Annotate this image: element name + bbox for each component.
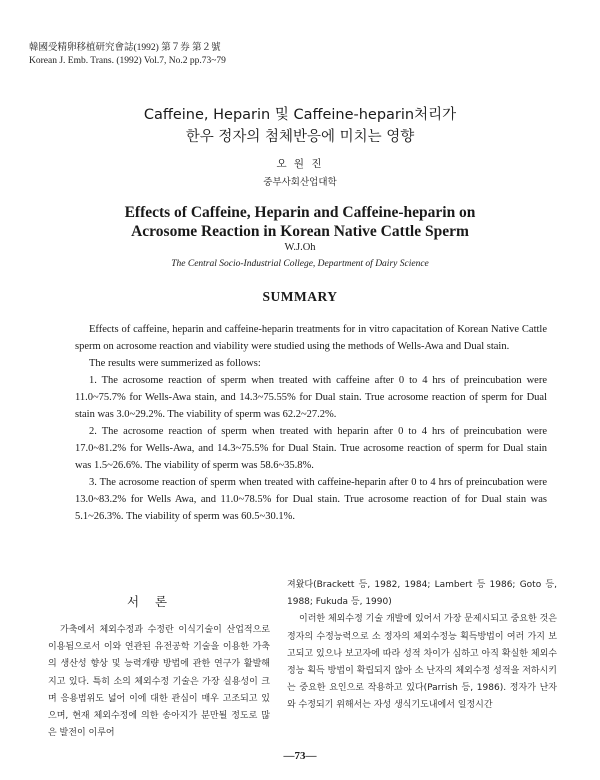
introduction-right-column xyxy=(287,577,557,715)
summary-results-lead: The results were summerized as follows: xyxy=(89,358,261,369)
intro-right-paragraph-1: 져왔다(Brackett 등, 1982, 1984; Lambert 등 1986; Goto 등, 1988; Fukuda 등, 1990) xyxy=(287,580,557,608)
introduction-heading: 서 론 xyxy=(126,594,174,609)
summary-item-1: 1. The acrosome reaction of sperm when treated with caffeine after 0 to 4 hrs of preincubation were 11.0~75.7% for Wells-Awa stain, and 14.3~75.55% for Dual stain. True acrosome reaction of sperm for Dual stain was 3.0~29.2%. The viability of sperm was 62.2~27.2%. xyxy=(75,375,547,420)
intro-left-paragraph: 가축에서 체외수정과 수정란 이식기술이 산업적으로 이용됨으로서 이와 연관된 유전공학 기술을 이용한 가축의 생산성 향상 및 능력개량 방법에 관한 연구가 활발해지고 있다. 특히 소의 체외수정 기술은 가장 실용성이 크며 응용범위도 넓어 이에 대한 관심이 매우 고조되고 있으며, 현재 체외수정에 의한 송아지가 분만될 정도로 많은 발전이 이루어 xyxy=(48,625,270,739)
summary-body xyxy=(75,321,547,525)
journal-header-korean: 韓國受精卵移植研究會誌(1992) 第７券 第２號 xyxy=(29,43,221,53)
korean-title-line1: Caffeine, Heparin 및 Caffeine-heparin처리가 xyxy=(143,107,457,123)
english-author: W.J.Oh xyxy=(284,242,316,253)
english-title-line2: Acrosome Reaction in Korean Native Cattle Sperm xyxy=(131,223,469,240)
english-title-line1: Effects of Caffeine, Heparin and Caffeine-heparin on xyxy=(124,204,476,221)
summary-intro: Effects of caffeine, heparin and caffeine-heparin treatments for in vitro capacitation of Korean Native Cattle sperm on acrosome reaction and viability were studied using the methods of Wells-Awa and Dual stain. xyxy=(75,324,547,352)
introduction-left-column xyxy=(48,622,270,742)
journal-header-english: Korean J. Emb. Trans. (1992) Vol.7, No.2 pp.73~79 xyxy=(29,56,226,66)
summary-item-2: 2. The acrosome reaction of sperm when treated with heparin after 0 to 4 hrs of preincubation were 17.0~81.2% for Wells-Awa, and 14.3~75.5% for Dual Stain. True acrosome reaction of sperm for Dual stain was 1.5~26.6%. The viability of sperm was 58.6~35.8%. xyxy=(75,426,547,471)
intro-right-paragraph-2: 이러한 체외수정 기술 개발에 있어서 가장 문제시되고 중요한 것은 정자의 수정능력으로 소 정자의 체외수정능 획득방법이 여러 가지 보고되고 있으나 보고자에 따라 성적 차이가 심하고 아직 확실한 체외수정능 획득 방법이 확립되지 않아 소 난자의 체외수정 성적을 저하시키는 중요한 요인으로 작용하고 있다(Parrish 등, 1986). 정자가 난자와 수정되기 위해서는 자성 생식기도내에서 일정시간 xyxy=(287,614,557,711)
summary-heading: SUMMARY xyxy=(262,289,338,304)
korean-author: 오 원 진 xyxy=(276,158,324,170)
summary-item-3: 3. The acrosome reaction of sperm when treated with caffeine-heparin after 0 to 4 hrs of preincubation were 13.0~83.2% for Wells Awa, and 11.0~78.5% for Dual stain. True acrosome reaction of for Dual stain was 5.1~26.3%. The viability of sperm was 60.5~30.1%. xyxy=(75,477,547,522)
page-number: —73— xyxy=(283,750,317,762)
english-affiliation: The Central Socio-Industrial College, Department of Dairy Science xyxy=(171,259,429,269)
korean-affiliation: 중부사회산업대학 xyxy=(263,177,337,188)
korean-title-line2: 한우 정자의 첨체반응에 미치는 영향 xyxy=(185,129,415,145)
